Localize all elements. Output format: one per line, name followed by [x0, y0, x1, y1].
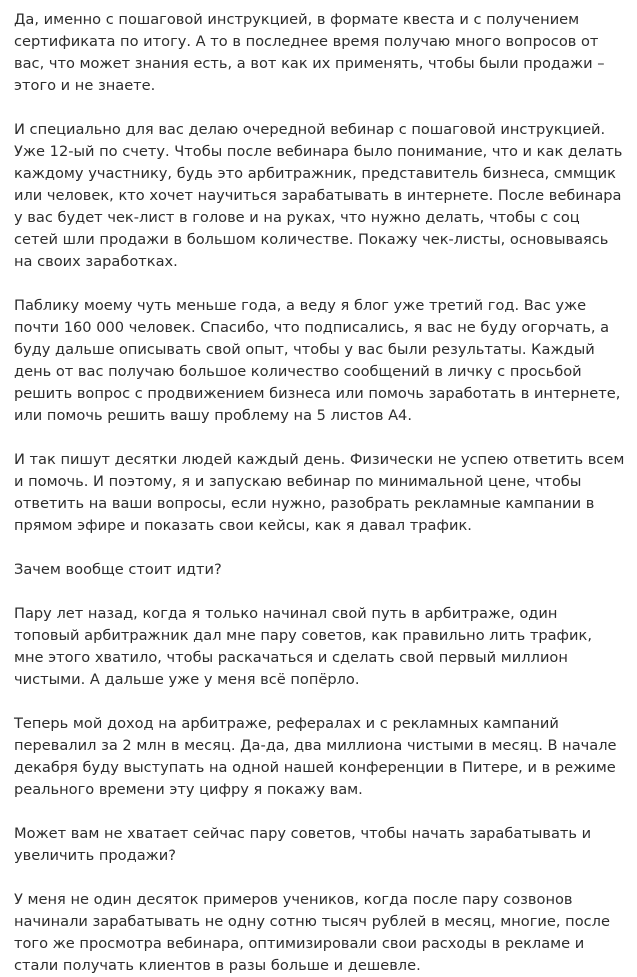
paragraph-arbitrage-story: Пару лет назад, когда я только начинал свой путь в арбитраже, один топовый арбитражник дал мне пару советов, как правильно лить трафик, мне этого хватило, чтобы раскачаться и сделать свой первый миллион чистыми. А дальше уже у меня всё попёрло. [14, 605, 592, 688]
paragraph-public-page-audience: Паблику моему чуть меньше года, а веду я блог уже третий год. Вас уже почти 160 000 человек. Спасибо, что подписались, я вас не буду огорчать, а буду дальше описывать свой опыт, чтобы у вас были результаты. Каждый день от вас получаю большое количество сообщений в личку с просьбой решить вопрос с продвижением бизнеса или помочь заработать в интернете, или помочь решить вашу проблему на 5 листов А4. [14, 297, 621, 424]
paragraph-why-attend: Зачем вообще стоит идти? [14, 561, 222, 578]
paragraph-webinar-announcement: И специально для вас делаю очередной вебинар с пошаговой инструкцией. Уже 12-ый по счету. Чтобы после вебинара было понимание, что и как делать каждому участнику, будь это арбитражник, представитель бизнеса, сммщик или человек, кто хочет научиться зарабатывать в интернете. После вебинара у вас будет чек-лист в голове и на руках, что нужно делать, чтобы с соц сетей шли продажи в большом количестве. Покажу чек-листы, основываясь на своих заработках. [14, 121, 623, 270]
paragraph-question-advice: Может вам не хватает сейчас пару советов, чтобы начать зарабатывать и увеличить продажи? [14, 825, 592, 864]
paragraph-certificate-quest: Да, именно с пошаговой инструкцией, в формате квеста и с получением сертификата по итогу. А то в последнее время получаю много вопросов от вас, что может знания есть, а вот как их применять, чтобы были продажи – этого и не знаете. [14, 11, 605, 94]
paragraph-messages-reason: И так пишут десятки людей каждый день. Физически не успею ответить всем и помочь. И поэтому, я и запускаю вебинар по минимальной цене, чтобы ответить на ваши вопросы, если нужно, разобрать рекламные кампании в прямом эфире и показать свои кейсы, как я давал трафик. [14, 451, 625, 534]
paragraph-student-examples: У меня не один десяток примеров учеников, когда после пару созвонов начинали зарабатывать не одну сотню тысяч рублей в месяц, многие, после того же просмотра вебинара, оптимизировали свои расходы в рекламе и стали получать клиентов в разы больше и дешевле. [14, 891, 610, 974]
paragraph-income: Теперь мой доход на арбитраже, рефералах и с рекламных кампаний перевалил за 2 млн в месяц. Да-да, два миллиона чистыми в месяц. В начале декабря буду выступать на одной нашей конференции в Питере, и в режиме реального времени эту цифру я покажу вам. [14, 715, 617, 798]
post-text [14, 9, 626, 977]
